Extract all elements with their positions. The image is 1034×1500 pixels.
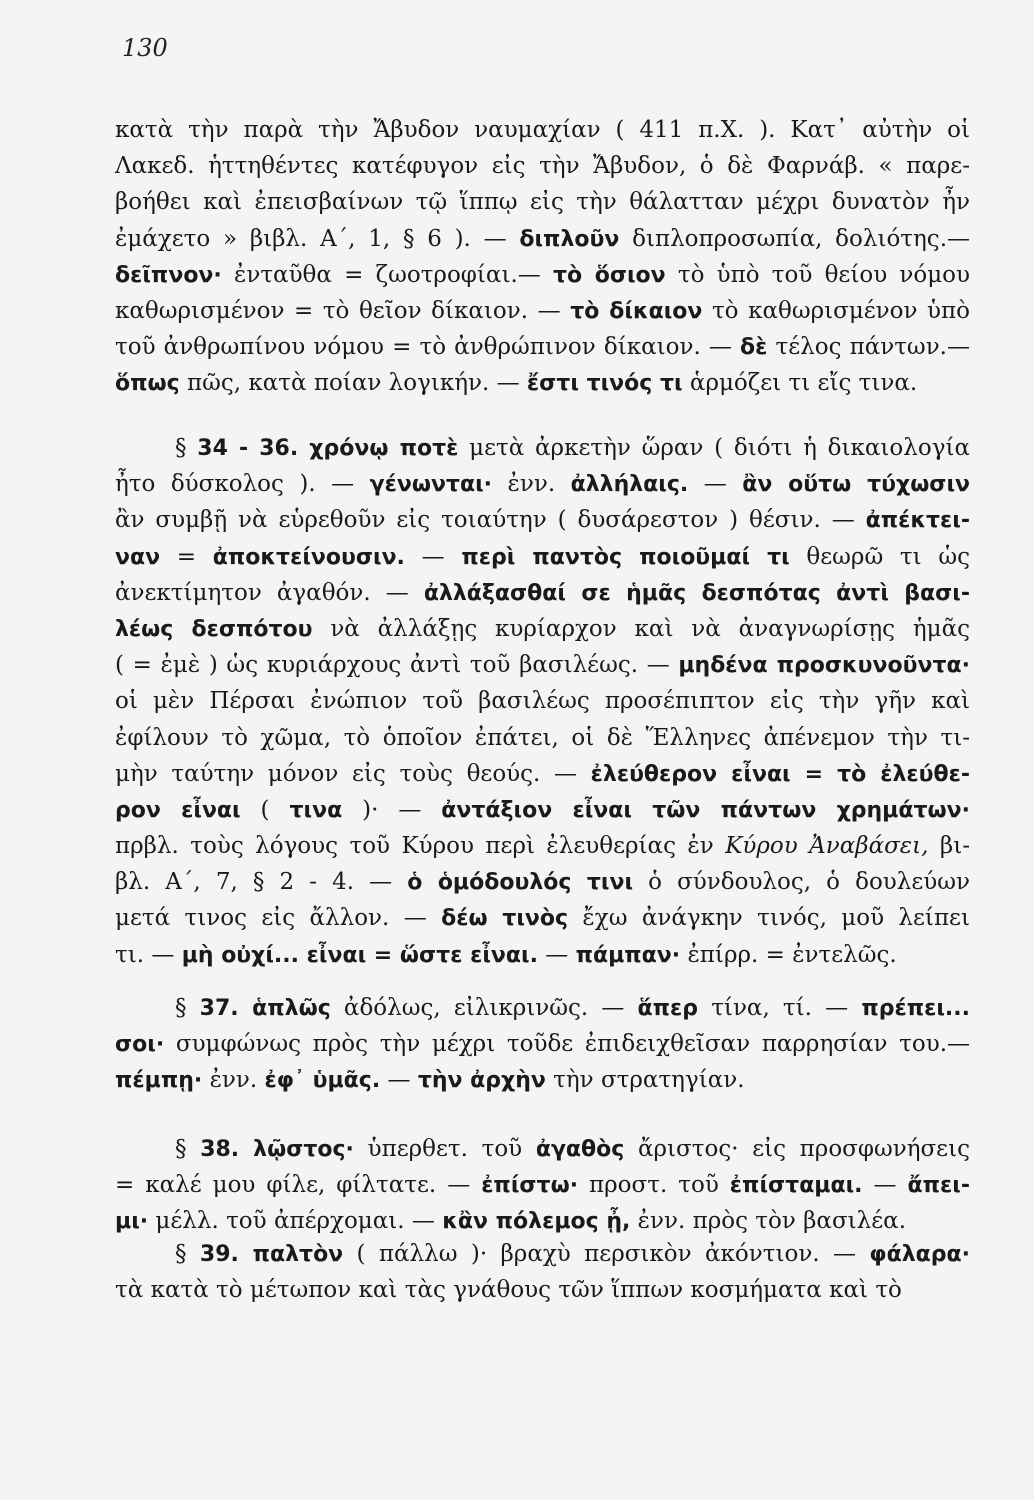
gloss-text: — [862, 1172, 908, 1199]
gloss-text: — [537, 941, 576, 968]
gloss-text: συμφώνως πρὸς τὴν μέχρι τοῦδε ἐπιδειχθεῖσαν παρρησίαν του.— [164, 1031, 970, 1058]
lemma-term: ὁ ὁμόδουλός τινι [407, 870, 634, 896]
gloss-text: μὴν ταύτην μόνον εἰς τοὺς θεούς. — [115, 760, 591, 787]
gloss-text: Λακεδ. ἡττηθέντες κατέφυγον εἰς τὴν Ἄβυδον, ὁ δὲ Φαρνάβ. « παρε- [115, 153, 970, 180]
lemma-term: κἂν πόλεμος ᾖ, [442, 1209, 631, 1235]
gloss-text: — [688, 471, 743, 498]
gloss-text: μετὰ ἀρκετὴν ὥραν ( διότι ἡ δικαιολογία [458, 435, 970, 461]
paragraph-1 [115, 112, 970, 402]
text-line [115, 1026, 970, 1062]
gloss-text: ἁρμόζει τι εἴς τινα. [682, 370, 918, 397]
text-line [115, 502, 970, 538]
text-line [115, 1203, 970, 1239]
lemma-term: ἀποκτείνουσιν. [212, 544, 405, 570]
text-line [115, 1167, 970, 1203]
gloss-text: = [160, 543, 213, 570]
text-line [115, 720, 970, 756]
lemma-term: μηδένα προσκυνοῦντα· [678, 653, 970, 679]
gloss-text: θεωρῶ τι ὡς [789, 543, 970, 570]
paragraph-3 [115, 990, 970, 1099]
paragraph-5 [115, 1236, 970, 1308]
gloss-text: ἐνταῦθα = ζωοτροφίαι.— [221, 261, 553, 288]
text-line [115, 575, 970, 611]
gloss-text: προστ. τοῦ [578, 1172, 730, 1199]
gloss-text: )· — [342, 796, 442, 823]
gloss-text: μέλλ. τοῦ ἀπέρχομαι. — [148, 1208, 443, 1235]
gloss-text: ἐνν. πρὸς τὸν βασιλέα. [630, 1208, 907, 1235]
text-line [115, 756, 970, 792]
lemma-term: ἀλλήλαις. [570, 472, 689, 498]
gloss-text: ἐπίρρ. = ἐντελῶς. [680, 941, 897, 968]
lemma-term: πάμπαν· [575, 942, 681, 968]
lemma-term: ἔστι τινός τι [526, 371, 683, 397]
text-line [115, 365, 970, 401]
gloss-text: διπλοπροσωπία, δολιότης.— [619, 225, 971, 252]
text-line [115, 828, 970, 864]
gloss-text: § [175, 435, 198, 461]
lemma-term: τινα [289, 797, 343, 823]
text-line [115, 900, 970, 936]
text-line [115, 990, 970, 1026]
gloss-text: ( πάλλω )· βραχὺ περσικὸν ἀκόντιον. — [343, 1241, 870, 1267]
lemma-term: ἀπέκτει- [865, 508, 970, 534]
gloss-text: ἐνν. [202, 1067, 265, 1094]
lemma-term: διπλοῦν [519, 226, 620, 252]
gloss-text: ἐνν. [492, 471, 571, 498]
gloss-text: βοήθει καὶ ἐπεισβαίνων τῷ ἵππῳ εἰς τὴν θάλατταν μέχρι δυνατὸν ἦν [115, 189, 970, 216]
text-line [115, 611, 970, 647]
text-line [115, 1236, 970, 1272]
text-line [115, 937, 970, 973]
text-line [115, 647, 970, 683]
lemma-term: δεῖπνον· [115, 262, 222, 288]
lemma-term: ναν [115, 544, 161, 570]
gloss-text: τίνα, τί. — [698, 995, 862, 1021]
lemma-term: 34 - 36. χρόνῳ ποτὲ [197, 436, 459, 461]
text-line [115, 1272, 970, 1308]
gloss-text: ὁ σύνδουλος, ὁ δουλεύων [633, 869, 970, 896]
page-number: 130 [122, 34, 168, 62]
text-line [115, 148, 970, 184]
text-line [115, 1062, 970, 1098]
lemma-term: ὅπως [115, 371, 180, 397]
gloss-text: ( = ἐμὲ ) ὡς κυριάρχους ἀντὶ τοῦ βασιλέως. — [115, 652, 679, 679]
text-line [115, 1131, 970, 1167]
lemma-term: ἂν οὕτω τύχωσιν [742, 472, 971, 498]
lemma-term: ἐλεύθερον εἶναι = τὸ ἐλεύθε- [590, 761, 970, 787]
lemma-term: τὸ δίκαιον [570, 298, 703, 324]
gloss-text: τὸ ὑπὸ τοῦ θείου νόμου [665, 261, 970, 288]
gloss-text: ἂν συμβῇ νὰ εὑρεθοῦν εἰς τοιαύτην ( δυσάρεστον ) θέσιν. — [115, 507, 866, 534]
gloss-text: καθωρισμένον = τὸ θεῖον δίκαιον. — [115, 297, 571, 324]
gloss-text: βι- [928, 833, 970, 860]
text-line [115, 430, 970, 466]
lemma-term: ἄπει- [907, 1173, 970, 1199]
lemma-term: ἅπερ [637, 996, 699, 1021]
gloss-text: κατὰ τὴν παρὰ τὴν Ἄβυδον ναυμαχίαν ( 411 π.Χ. ). Κατ᾽ αὐτὴν οἱ [115, 117, 970, 143]
text-line [115, 257, 970, 293]
lemma-term: 37. ἁπλῶς [199, 996, 331, 1021]
gloss-text: οἱ μὲν Πέρσαι ἐνώπιον τοῦ βασιλέως προσέπιπτον εἰς τὴν γῆν καὶ [115, 688, 970, 715]
text-line [115, 792, 970, 828]
gloss-text: τι. — [115, 941, 182, 968]
gloss-text: = καλέ μου φίλε, φίλτατε. — [115, 1172, 482, 1199]
lemma-term: πέμπῃ· [115, 1068, 203, 1094]
text-line [115, 112, 970, 148]
gloss-text: ἐμάχετο » βιβλ. Α΄, 1, § 6 ). — [115, 225, 520, 252]
gloss-text: τέλος πάντων.— [767, 334, 970, 361]
gloss-text: βλ. Α΄, 7, § 2 - 4. — [115, 869, 408, 896]
lemma-term: ἀγαθὸς [535, 1137, 625, 1162]
lemma-term: σοι· [115, 1032, 165, 1058]
lemma-term: ἐφ᾽ ὑμᾶς. [264, 1068, 381, 1094]
paragraph-4 [115, 1131, 970, 1240]
lemma-term: μι· [115, 1209, 149, 1235]
italic-title: Κύρου Ἀναβάσει, [725, 833, 929, 860]
gloss-text: τὴν στρατηγίαν. [545, 1067, 745, 1094]
gloss-text: — [404, 543, 462, 570]
gloss-text: ἀδόλως, εἰλικρινῶς. — [330, 995, 638, 1021]
text-line [115, 329, 970, 365]
lemma-term: λέως δεσπότου [115, 616, 313, 642]
gloss-text: τοῦ ἀνθρωπίνου νόμου = τὸ ἀνθρώπινον δίκαιον. — [115, 334, 741, 361]
gloss-text: — [380, 1067, 418, 1094]
gloss-text: ἦτο δύσκολος ). — [115, 471, 370, 498]
gloss-text: μετά τινος εἰς ἄλλον. — [115, 905, 442, 932]
gloss-text: πρβλ. τοὺς λόγους τοῦ Κύρου περὶ ἐλευθερίας ἐν [115, 833, 726, 860]
gloss-text: § [175, 1241, 200, 1267]
lemma-term: μὴ οὐχί... εἶναι = ὥστε εἶναι. [181, 942, 538, 968]
text-line [115, 184, 970, 220]
gloss-text: ( [240, 796, 290, 823]
text-line [115, 864, 970, 900]
lemma-term: πρέπει... [861, 996, 971, 1021]
text-line [115, 221, 970, 257]
gloss-text: § [175, 1136, 201, 1162]
lemma-term: ἐπίσταμαι. [729, 1173, 863, 1199]
text-line [115, 466, 970, 502]
lemma-term: ἀντάξιον εἶναι τῶν πάντων χρημάτων· [441, 797, 970, 823]
gloss-text: ἄριστος· εἰς προσφωνήσεις [624, 1136, 971, 1162]
lemma-term: τὸ ὅσιον [553, 262, 666, 288]
lemma-term: γένωνται· [369, 472, 493, 498]
lemma-term: ἀλλάξασθαί σε ἡμᾶς δεσπότας ἀντὶ βασι- [423, 580, 971, 606]
gloss-text: § [175, 995, 200, 1021]
gloss-text: τὰ κατὰ τὸ μέτωπον καὶ τὰς γνάθους τῶν ἵππων κοσμήματα καὶ τὸ [115, 1277, 902, 1304]
text-line [115, 683, 970, 719]
text-line [115, 539, 970, 575]
lemma-term: 38. λῷστος· [200, 1137, 354, 1162]
lemma-term: ἐπίστω· [481, 1173, 579, 1199]
lemma-term: 39. παλτὸν [199, 1242, 344, 1267]
gloss-text: πῶς, κατὰ ποίαν λογικήν. — [179, 370, 527, 397]
lemma-term: περὶ παντὸς ποιοῦμαί τι [461, 544, 790, 570]
lemma-term: τὴν ἀρχὴν [417, 1068, 546, 1094]
gloss-text: νὰ ἀλλάξῃς κυρίαρχον καὶ νὰ ἀναγνωρίσῃς ἡμᾶς [312, 615, 970, 642]
gloss-text: τὸ καθωρισμένον ὑπὸ [702, 297, 971, 324]
gloss-text: ἔχω ἀνάγκην τινός, μοῦ λείπει [568, 905, 970, 932]
lemma-term: δὲ [740, 335, 768, 361]
lemma-term: φάλαρα· [869, 1242, 970, 1267]
text-line [115, 293, 970, 329]
lemma-term: ρον εἶναι [115, 797, 241, 823]
gloss-text: ἐφίλουν τὸ χῶμα, τὸ ὁποῖον ἐπάτει, οἱ δὲ Ἕλληνες ἀπένεμον τὴν τι- [115, 724, 970, 751]
paragraph-2 [115, 430, 970, 973]
gloss-text: ὑπερθετ. τοῦ [353, 1136, 536, 1162]
lemma-term: δέω τινὸς [441, 906, 569, 932]
gloss-text: ἀνεκτίμητον ἀγαθόν. — [115, 579, 424, 606]
